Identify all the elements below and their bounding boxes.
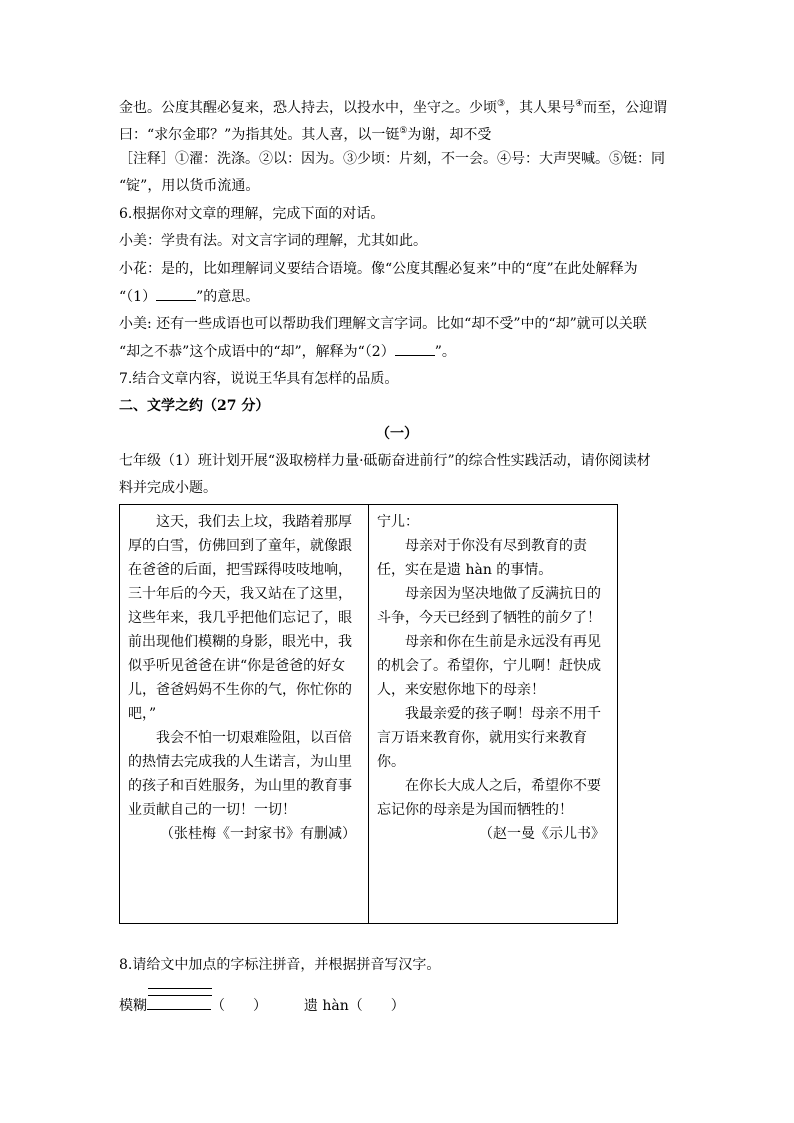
letter-zhao-yiman (369, 505, 618, 924)
dialogue-xiaomei-2: 小美: 还有一些成语也可以帮助我们理解文言字词。比如“却不受”中的“却”就可以关联 (119, 316, 647, 332)
subsection-title: （一） (376, 426, 418, 442)
question-7-title: 7.结合文章内容，说说王华具有怎样的品质。 (119, 371, 399, 387)
passage-line-1: 金也。公度其醒必复来，恐人持去，以投水中，坐守之。少顷③，其人果号④而至，公迎谓 (119, 99, 668, 116)
dialogue-xiaomei-3: “却之不恭”这个成语中的“却”，解释为“（2） ”。 (119, 341, 679, 362)
right-paragraph-5: 在你长大成人之后，希望你不要忘记你的母亲是为国而牺牲的！ (377, 778, 601, 818)
answer-blank-1[interactable] (156, 286, 196, 301)
word-mohu: 模糊 (119, 998, 147, 1014)
right-source: （赵一曼《示儿书》 (479, 826, 605, 842)
notes-line-2: “锭”，用以货币流通。 (119, 178, 260, 194)
letter-zhang-guimei (120, 505, 369, 924)
right-paragraph-2: 母亲因为坚决地做了反满抗日的斗争，今天已经到了牺牲的前夕了！ (377, 586, 601, 626)
right-paragraph-4: 我最亲爱的孩子啊！母亲不用千言万语来教育你，就用实行来教育你。 (377, 706, 601, 770)
passage-line-2: 曰：“求尔金耶？”为指其处。其人喜，以一铤⑤为谢，却不受 (119, 126, 492, 143)
right-salutation: 宁儿： (377, 514, 419, 530)
activity-line-2: 料并完成小题。 (119, 480, 217, 496)
dialogue-xiaomei-1: 小美：学贵有法。对文言字词的理解，尤其如此。 (119, 233, 427, 249)
left-paragraph-2: 我会不怕一切艰难险阻，以百倍的热情去完成我的人生诺言，为山里的孩子和百姓服务，为山里的教育事业贡献自己的一切！一切！ (128, 730, 352, 818)
right-paragraph-3: 母亲和你在生前是永远没有再见的机会了。希望你，宁儿啊！赶快成人，来安慰你地下的母亲！ (377, 634, 601, 698)
answer-blank-2[interactable] (395, 341, 435, 356)
mohu-underline (147, 997, 211, 1010)
word-yihan: 遗 hàn (303, 998, 349, 1014)
left-paragraph-1: 这天，我们去上坟，我踏着那厚厚的白雪，仿佛回到了童年，就像跟在爸爸的后面，把雪踩得吱吱地响，三十年后的今天，我又站在了这里，这些年来，我几乎把他们忘记了，眼前出现他们模糊的身影，眼光中，我似乎听见爸爸在讲“你是爸爸的好女儿，爸爸妈妈不生你的气，你忙你的吧，” (128, 514, 352, 722)
passage-table (119, 504, 618, 924)
question-8-answers (119, 996, 679, 1016)
answer-paren-2[interactable]: （ ） (348, 998, 405, 1014)
left-source: （张桂梅《一封家书》有删减） (160, 826, 356, 842)
question-8-title: 8.请给文中加点的字标注拼音，并根据拼音写汉字。 (119, 957, 441, 973)
notes-line-1: ［注释］①濯：洗涤。②以：因为。③少顷：片刻，不一会。④号：大声哭喊。⑤铤：同 (119, 151, 665, 167)
question-6-title: 6.根据你对文章的理解，完成下面的对话。 (119, 206, 385, 222)
answer-paren-1[interactable]: （ ） (211, 998, 267, 1014)
section-2-title: 二、文学之约（27 分） (119, 398, 270, 414)
dialogue-xiaohua: 小花：是的，比如理解词义要结合语境。像“公度其醒必复来”中的“度”在此处解释为 (119, 261, 638, 277)
activity-line-1: 七年级（1）班计划开展“汲取榜样力量·砥砺奋进前行”的综合性实践活动，请你阅读材 (119, 453, 651, 469)
dialogue-xiaohua-2: “（1） ”的意思。 (119, 286, 679, 307)
right-paragraph-1: 母亲对于你没有尽到教育的责任，实在是遗 hàn 的事情。 (377, 538, 587, 578)
